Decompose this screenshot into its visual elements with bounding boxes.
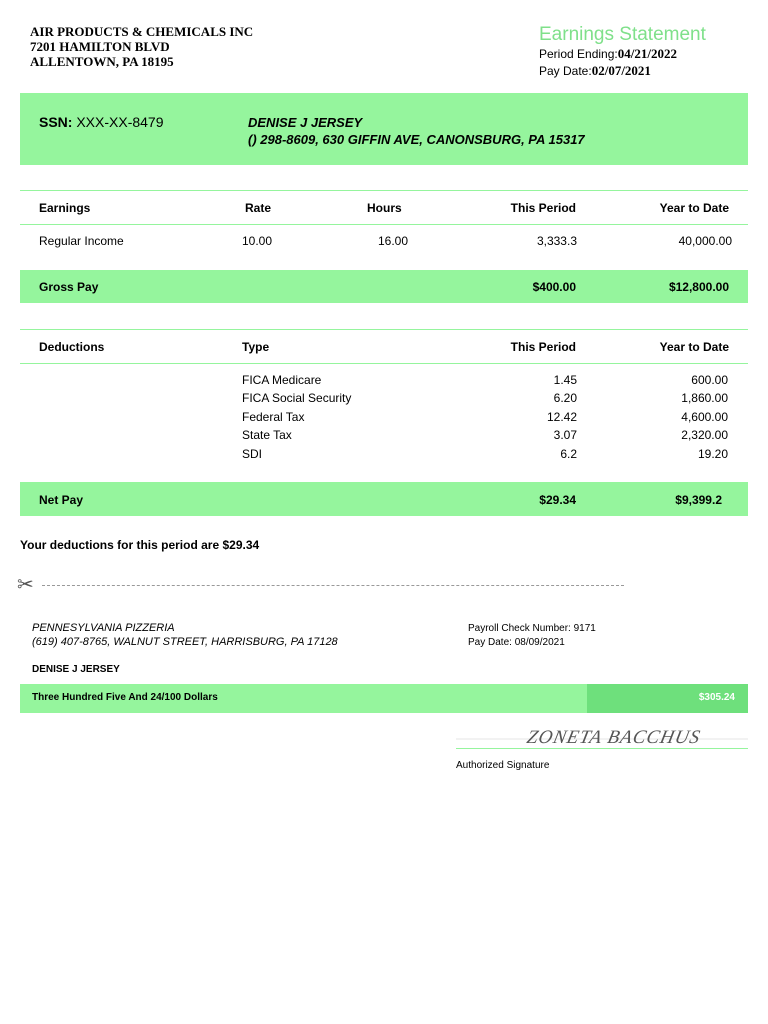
cut-line <box>42 585 624 586</box>
period-ending-label: Period Ending: <box>539 47 618 61</box>
deductions-header-deductions: Deductions <box>39 340 105 354</box>
net-pay-ytd: $9,399.2 <box>675 493 722 507</box>
payer-block <box>32 621 338 649</box>
earnings-row-this-period: 3,333.3 <box>536 234 577 248</box>
company-address-line1: 7201 HAMILTON BLVD <box>30 39 170 54</box>
company-name: AIR PRODUCTS & CHEMICALS INC <box>30 24 254 39</box>
check-pay-date-label: Pay Date: <box>468 637 512 648</box>
divider <box>20 363 748 364</box>
employee-info <box>248 114 585 148</box>
earnings-row-rate: 10.00 <box>242 234 273 248</box>
earnings-row-name: Regular Income <box>39 234 124 248</box>
earnings-header-earnings: Earnings <box>39 201 91 215</box>
company-block <box>30 24 253 69</box>
signature-label: Authorized Signature <box>456 760 550 771</box>
deduction-ytd: 2,320.00 <box>681 428 728 442</box>
deduction-ytd: 19.20 <box>697 447 728 461</box>
divider <box>20 329 748 330</box>
signature-name: ZONETA BACCHUS <box>524 727 703 748</box>
deduction-this-period: 12.42 <box>546 410 577 424</box>
earnings-header-rate: Rate <box>245 201 272 215</box>
earnings-row-ytd: 40,000.00 <box>678 234 732 248</box>
amount-in-words: Three Hundred Five And 24/100 Dollars <box>32 692 218 703</box>
payer-name: PENNESYLVANIA PIZZERIA <box>32 622 175 634</box>
period-ending <box>539 46 677 62</box>
ssn-value: XXX-XX-8479 <box>76 114 164 130</box>
signature <box>456 724 748 748</box>
divider <box>20 190 748 191</box>
check-pay-date-value: 08/09/2021 <box>514 637 565 648</box>
gross-pay-this-period: $400.00 <box>532 280 576 294</box>
deduction-type: SDI <box>242 447 263 461</box>
deductions-header-type: Type <box>242 340 270 354</box>
deductions-header-ytd: Year to Date <box>659 340 729 354</box>
deduction-this-period: 6.2 <box>560 447 577 461</box>
period-ending-value: 04/21/2022 <box>617 46 677 61</box>
earnings-header-ytd: Year to Date <box>659 201 729 215</box>
scissors-icon: ✂ <box>17 574 34 596</box>
pay-date <box>539 63 651 79</box>
earnings-header-this-period: This Period <box>510 201 576 215</box>
earnings-row-hours: 16.00 <box>378 234 409 248</box>
payer-address: (619) 407-8765, WALNUT STREET, HARRISBURG, PA 17128 <box>32 636 338 648</box>
divider <box>20 224 748 225</box>
employee-name: DENISE J JERSEY <box>248 115 363 130</box>
deduction-this-period: 6.20 <box>553 391 577 405</box>
deduction-this-period: 3.07 <box>553 428 577 442</box>
gross-pay-ytd: $12,800.00 <box>668 280 729 294</box>
earnings-header-hours: Hours <box>367 201 402 215</box>
pay-date-label: Pay Date: <box>539 64 592 78</box>
deduction-type: FICA Social Security <box>242 391 352 405</box>
company-address-line2: ALLENTOWN, PA 18195 <box>30 54 174 69</box>
check-amount: $305.24 <box>698 692 735 703</box>
ssn-field <box>39 114 164 130</box>
deduction-type: State Tax <box>242 428 292 442</box>
net-pay-label: Net Pay <box>39 493 84 507</box>
ssn-label: SSN: <box>39 114 73 130</box>
net-pay-this-period: $29.34 <box>539 493 576 507</box>
deduction-ytd: 600.00 <box>691 373 728 387</box>
deduction-ytd: 1,860.00 <box>681 391 728 405</box>
deduction-this-period: 1.45 <box>553 373 577 387</box>
deduction-ytd: 4,600.00 <box>681 410 728 424</box>
signature-line <box>456 748 748 749</box>
check-pay-date <box>468 636 596 650</box>
check-number-value: 9171 <box>573 623 596 634</box>
check-meta <box>468 622 596 650</box>
employee-contact: () 298-8609, 630 GIFFIN AVE, CANONSBURG, PA 15317 <box>248 132 585 147</box>
payee-name: DENISE J JERSEY <box>32 664 120 675</box>
deductions-summary-note: Your deductions for this period are $29.34 <box>20 538 260 552</box>
check-number <box>468 622 596 636</box>
deduction-type: Federal Tax <box>242 410 305 424</box>
gross-pay-label: Gross Pay <box>39 280 99 294</box>
deduction-type: FICA Medicare <box>242 373 322 387</box>
check-number-label: Payroll Check Number: <box>468 623 571 634</box>
statement-title: Earnings Statement <box>539 24 706 45</box>
pay-date-value: 02/07/2021 <box>591 63 651 78</box>
deductions-header-this-period: This Period <box>510 340 576 354</box>
